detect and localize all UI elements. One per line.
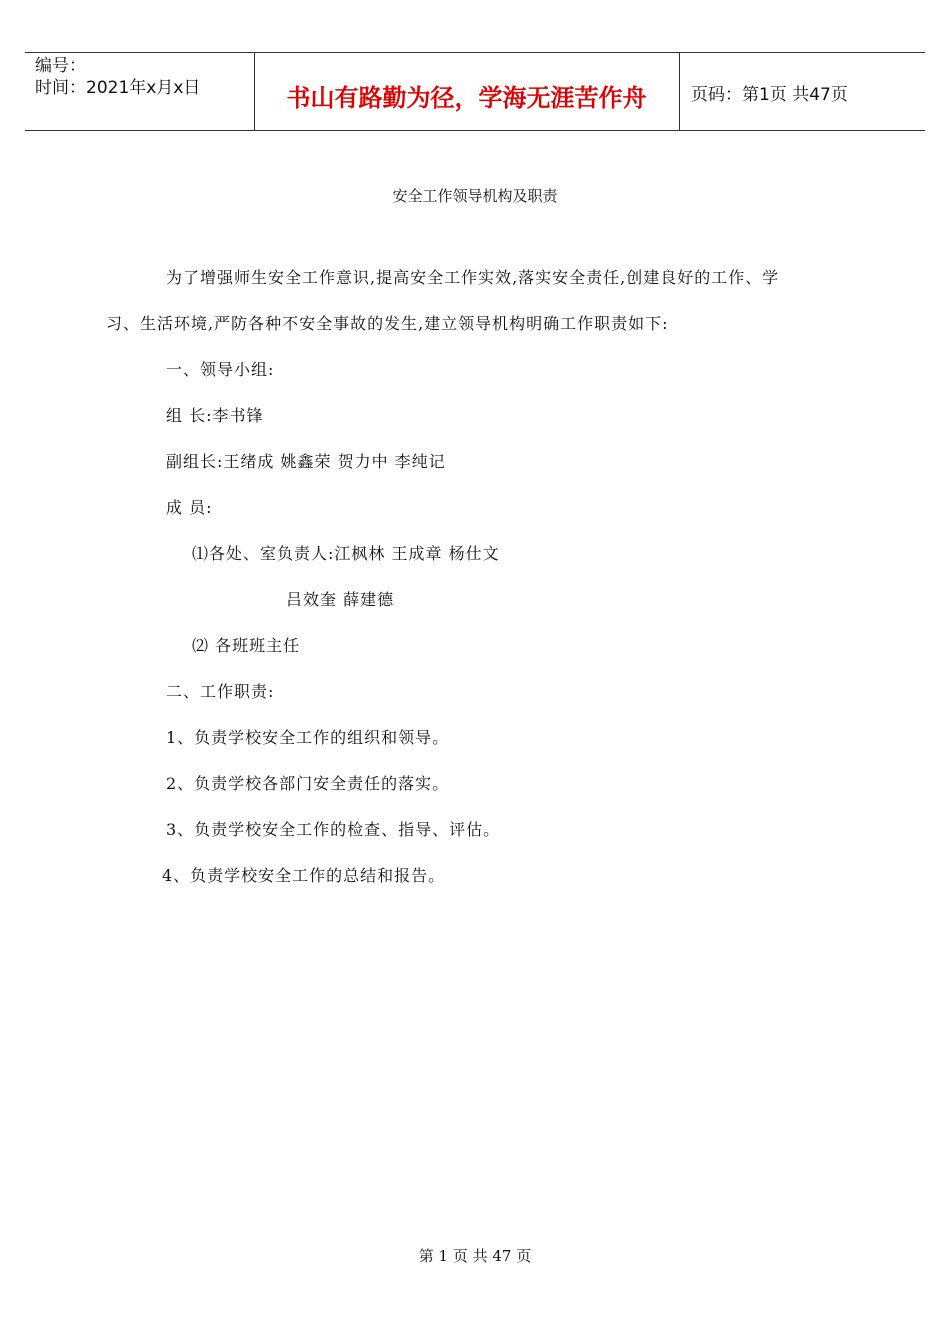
page-header [25,52,925,131]
intro-line-2: 习、生活环境,严防各种不安全事故的发生,建立领导机构明确工作职责如下: [106,314,669,333]
motto: 书山有路勤为径，学海无涯苦作舟 [286,84,647,112]
duty-item: 1、负责学校安全工作的组织和领导。 [166,728,450,747]
members-class-teachers: ⑵ 各班班主任 [192,636,301,655]
members-department-heads-cont: 吕效奎 薛建德 [286,590,395,609]
section-duties: 二、工作职责: [166,682,275,701]
section-leadership: 一、领导小组: [166,360,275,379]
header-page-cell [680,53,925,130]
duty-item: 3、负责学校安全工作的检查、指导、评估。 [166,820,501,839]
header-meta [25,53,255,130]
time-label: 时间：2021年x月x日 [35,78,201,98]
leader: 组 长:李书锋 [166,406,264,425]
members-label: 成 员: [166,498,213,517]
deputy-leaders: 副组长:王绪成 姚鑫荣 贺力中 李纯记 [166,452,446,471]
page-footer: 第 1 页 共 47 页 [418,1247,532,1265]
intro-line-1: 为了增强师生安全工作意识,提高安全工作实效,落实安全责任,创建良好的工作、学 [166,268,780,287]
header-motto-cell [254,53,680,130]
duty-item: 4、负责学校安全工作的总结和报告。 [162,866,446,885]
document-title: 安全工作领导机构及职责 [392,187,558,205]
members-department-heads: ⑴各处、室负责人:江枫林 王成章 杨仕文 [192,544,500,563]
page-label: 页码：第1页 共47页 [691,85,848,105]
number-label: 编号： [35,56,86,76]
duty-item: 2、负责学校各部门安全责任的落实。 [166,774,450,793]
